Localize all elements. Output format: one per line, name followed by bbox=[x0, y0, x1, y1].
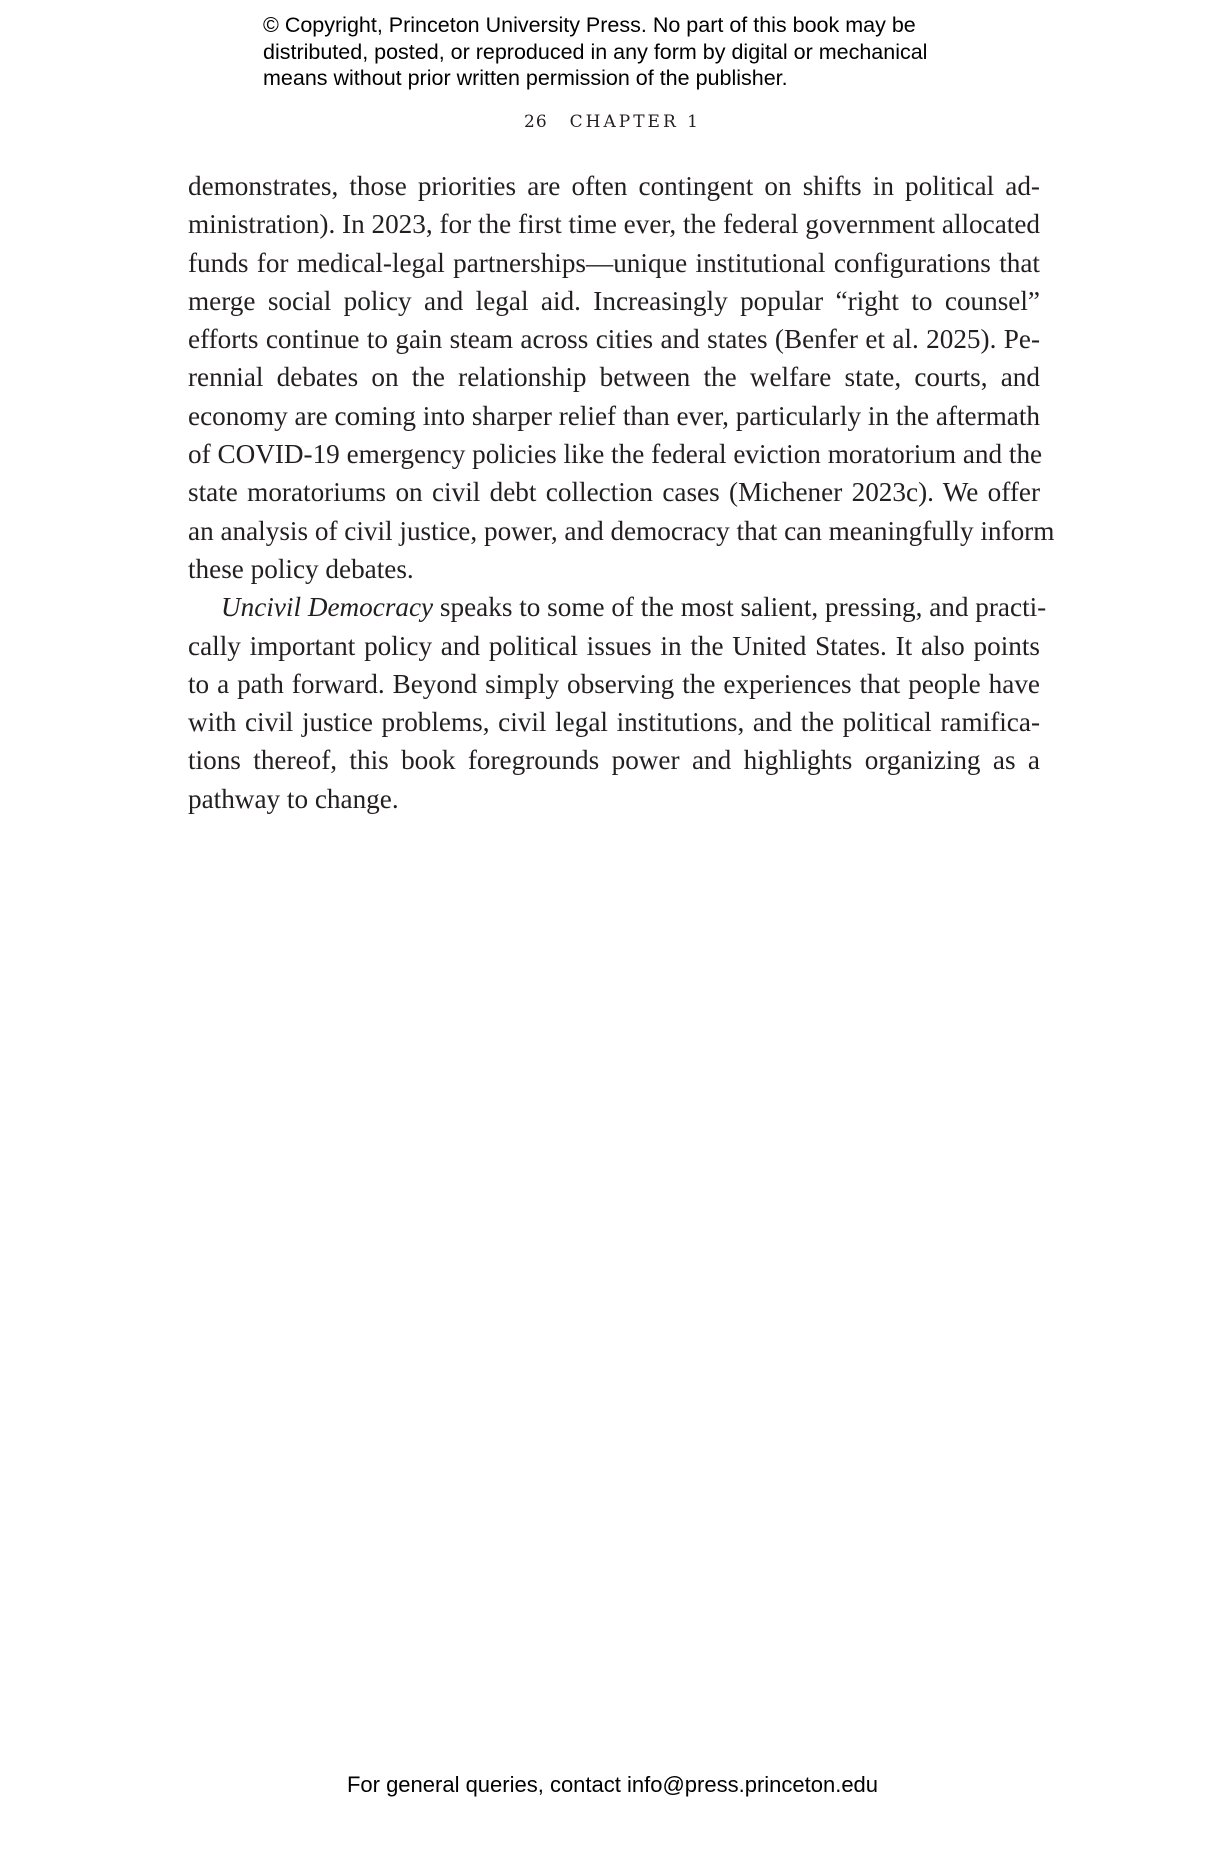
text-line: with civil justice problems, civil legal institutions, and the political ramifica- bbox=[188, 707, 1040, 738]
footer-contact: For general queries, contact info@press.princeton.edu bbox=[346, 1772, 879, 1797]
text-line: merge social policy and legal aid. Increasingly popular “right to counsel” bbox=[188, 285, 1040, 316]
text-line: state moratoriums on civil debt collection cases (Michener 2023c). We offer bbox=[188, 477, 1040, 508]
copyright-line: distributed, posted, or reproduced in any form by digital or mechanical bbox=[263, 39, 928, 64]
book-title: Uncivil Democracy bbox=[221, 592, 434, 623]
text-line: cally important policy and political issues in the United States. It also points bbox=[188, 630, 1040, 661]
body-text bbox=[188, 167, 1055, 818]
copyright-line: means without prior written permission of the publisher. bbox=[263, 66, 788, 90]
text-line: ministration). In 2023, for the first time ever, the federal government allocated bbox=[188, 209, 1040, 240]
paragraph-1 bbox=[188, 167, 1055, 588]
copyright-notice bbox=[263, 12, 983, 92]
paragraph-2 bbox=[188, 588, 1047, 818]
text-line: demonstrates, those priorities are often contingent on shifts in political ad- bbox=[188, 171, 1040, 201]
page-number: 26 bbox=[524, 112, 548, 132]
text-line: efforts continue to gain steam across cities and states (Benfer et al. 2025). Pe- bbox=[188, 324, 1040, 355]
text-line bbox=[188, 588, 1047, 626]
text-line: an analysis of civil justice, power, and democracy that can meaningfully inform bbox=[188, 515, 1055, 546]
text-line: tions thereof, this book foregrounds power and highlights organizing as a bbox=[188, 745, 1040, 776]
running-head bbox=[0, 112, 1225, 132]
copyright-line: © Copyright, Princeton University Press. No part of this book may be bbox=[263, 13, 916, 37]
chapter-label: CHAPTER 1 bbox=[569, 112, 701, 132]
text-line: pathway to change. bbox=[188, 783, 399, 814]
text-line: to a path forward. Beyond simply observing the experiences that people have bbox=[188, 668, 1040, 699]
text-line: funds for medical-legal partnerships—unique institutional configurations that bbox=[188, 247, 1040, 278]
text-line-rest: speaks to some of the most salient, pressing, and practi- bbox=[433, 592, 1047, 623]
text-line: of COVID-19 emergency policies like the federal eviction moratorium and the bbox=[188, 439, 1043, 470]
text-line: rennial debates on the relationship between the welfare state, courts, and bbox=[188, 362, 1040, 393]
text-line: these policy debates. bbox=[188, 553, 414, 584]
text-line: economy are coming into sharper relief than ever, particularly in the aftermath bbox=[188, 400, 1040, 431]
